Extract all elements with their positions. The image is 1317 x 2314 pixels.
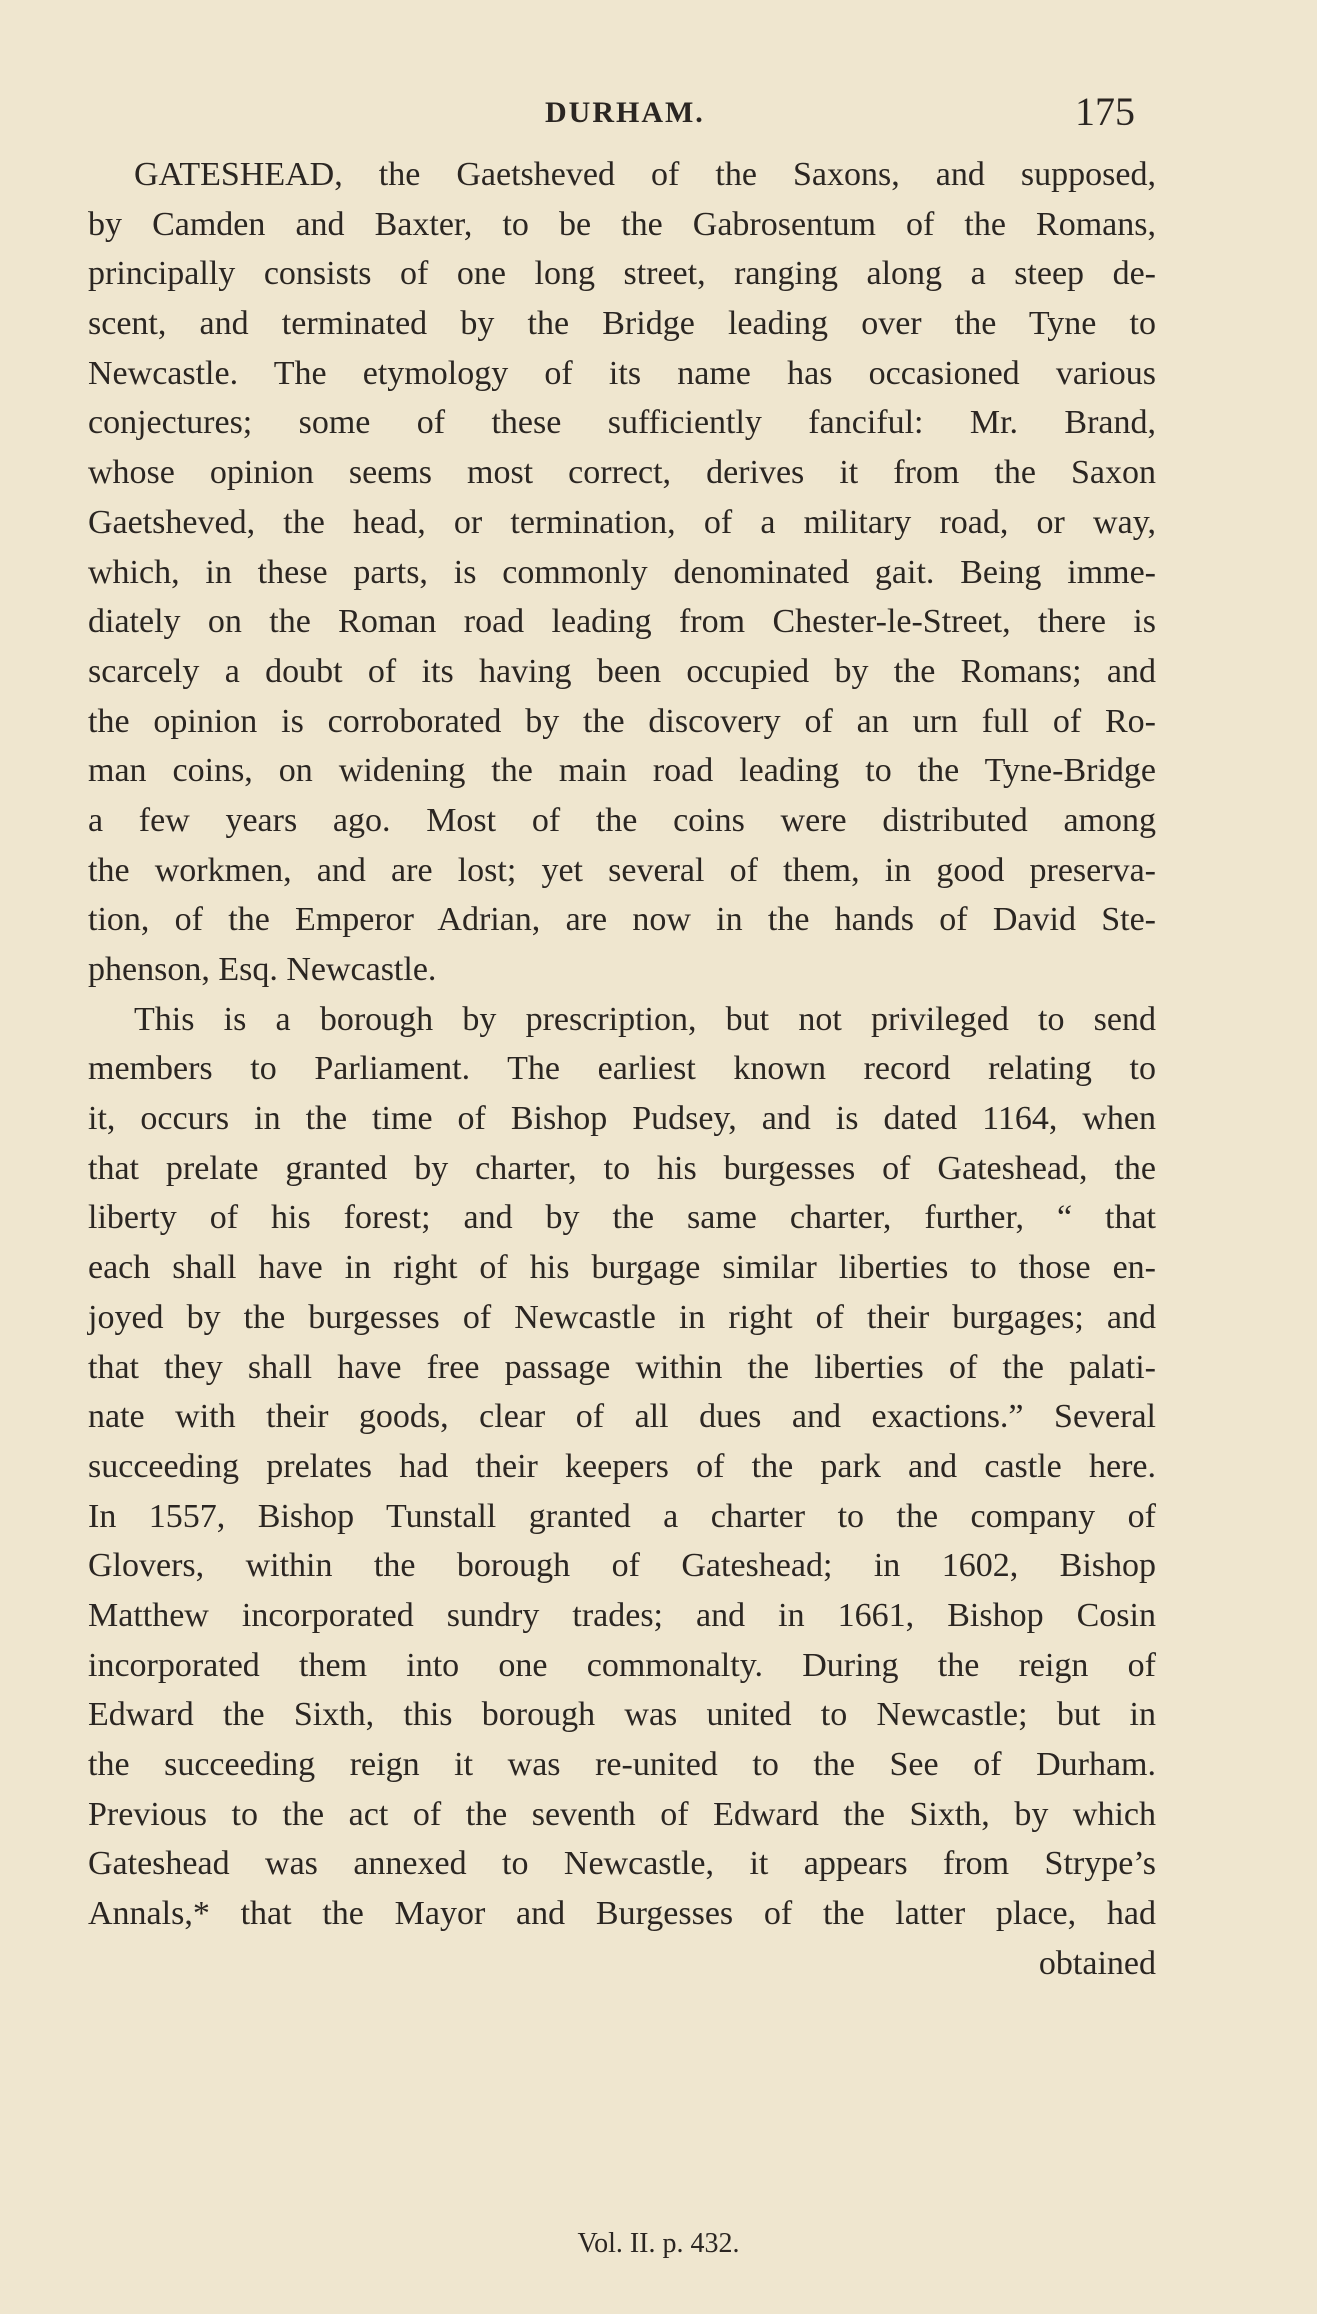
- text-line: each shall have in right of his burgage similar liberties to those en-: [88, 1249, 1156, 1287]
- text-line: by Camden and Baxter, to be the Gabrosentum of the Romans,: [88, 205, 1156, 243]
- text-line: principally consists of one long street, ranging along a steep de-: [88, 255, 1156, 293]
- text-line: succeeding prelates had their keepers of the park and castle here.: [88, 1447, 1156, 1485]
- text-line: it, occurs in the time of Bishop Pudsey, and is dated 1164, when: [88, 1100, 1156, 1138]
- text-line: Newcastle. The etymology of its name has occasioned various: [88, 354, 1156, 392]
- page-header: [0, 88, 1317, 148]
- text-line: This is a borough by prescription, but not privileged to send: [134, 1000, 1156, 1038]
- text-line: Gaetsheved, the head, or termination, of a military road, or way,: [88, 503, 1156, 541]
- text-line: In 1557, Bishop Tunstall granted a charter to the company of: [88, 1497, 1156, 1535]
- text-line: Annals,* that the Mayor and Burgesses of the latter place, had: [88, 1895, 1156, 1933]
- text-line: scent, and terminated by the Bridge leading over the Tyne to: [88, 305, 1156, 343]
- text-line: Previous to the act of the seventh of Edward the Sixth, by which: [88, 1795, 1156, 1833]
- text-line: members to Parliament. The earliest known record relating to: [88, 1050, 1156, 1088]
- text-line: man coins, on widening the main road leading to the Tyne-Bridge: [88, 752, 1156, 790]
- text-line: the workmen, and are lost; yet several of them, in good preserva-: [88, 851, 1156, 889]
- text-line: the succeeding reign it was re-united to the See of Durham.: [88, 1746, 1156, 1783]
- body-text: [88, 150, 1156, 1988]
- text-line: that prelate granted by charter, to his burgesses of Gateshead, the: [88, 1149, 1156, 1187]
- text-line: joyed by the burgesses of Newcastle in right of their burgages; and: [88, 1298, 1156, 1336]
- text-line: tion, of the Emperor Adrian, are now in the hands of David Ste-: [88, 901, 1156, 939]
- text-line: Matthew incorporated sundry trades; and in 1661, Bishop Cosin: [88, 1596, 1156, 1634]
- text-line: nate with their goods, clear of all dues and exactions.” Several: [88, 1398, 1156, 1436]
- text-line: Glovers, within the borough of Gateshead; in 1602, Bishop: [88, 1547, 1156, 1585]
- footnote: Vol. II. p. 432.: [577, 2228, 740, 2259]
- text-line: phenson, Esq. Newcastle.: [88, 951, 437, 988]
- catchword: obtained: [1038, 1944, 1156, 1982]
- text-line: Gateshead was annexed to Newcastle, it appears from Strype’s: [88, 1845, 1156, 1883]
- text-line: liberty of his forest; and by the same charter, further, “ that: [88, 1199, 1156, 1237]
- text-line: which, in these parts, is commonly denominated gait. Being imme-: [88, 553, 1156, 591]
- running-title: DURHAM.: [545, 96, 705, 129]
- page-number: 175: [1075, 89, 1135, 134]
- text-line: diately on the Roman road leading from Chester-le-Street, there is: [88, 603, 1156, 641]
- text-line: a few years ago. Most of the coins were distributed among: [88, 801, 1156, 839]
- text-line: whose opinion seems most correct, derives it from the Saxon: [88, 454, 1156, 492]
- text-line: GATESHEAD, the Gaetsheved of the Saxons, and supposed,: [134, 156, 1156, 193]
- text-line: incorporated them into one commonalty. During the reign of: [88, 1646, 1156, 1684]
- text-line: the opinion is corroborated by the discovery of an urn full of Ro-: [88, 702, 1156, 740]
- text-line: scarcely a doubt of its having been occupied by the Romans; and: [88, 652, 1156, 690]
- text-line: conjectures; some of these sufficiently fanciful: Mr. Brand,: [88, 404, 1156, 442]
- text-line: Edward the Sixth, this borough was united to Newcastle; but in: [88, 1696, 1156, 1734]
- text-line: that they shall have free passage within the liberties of the palati-: [88, 1348, 1156, 1386]
